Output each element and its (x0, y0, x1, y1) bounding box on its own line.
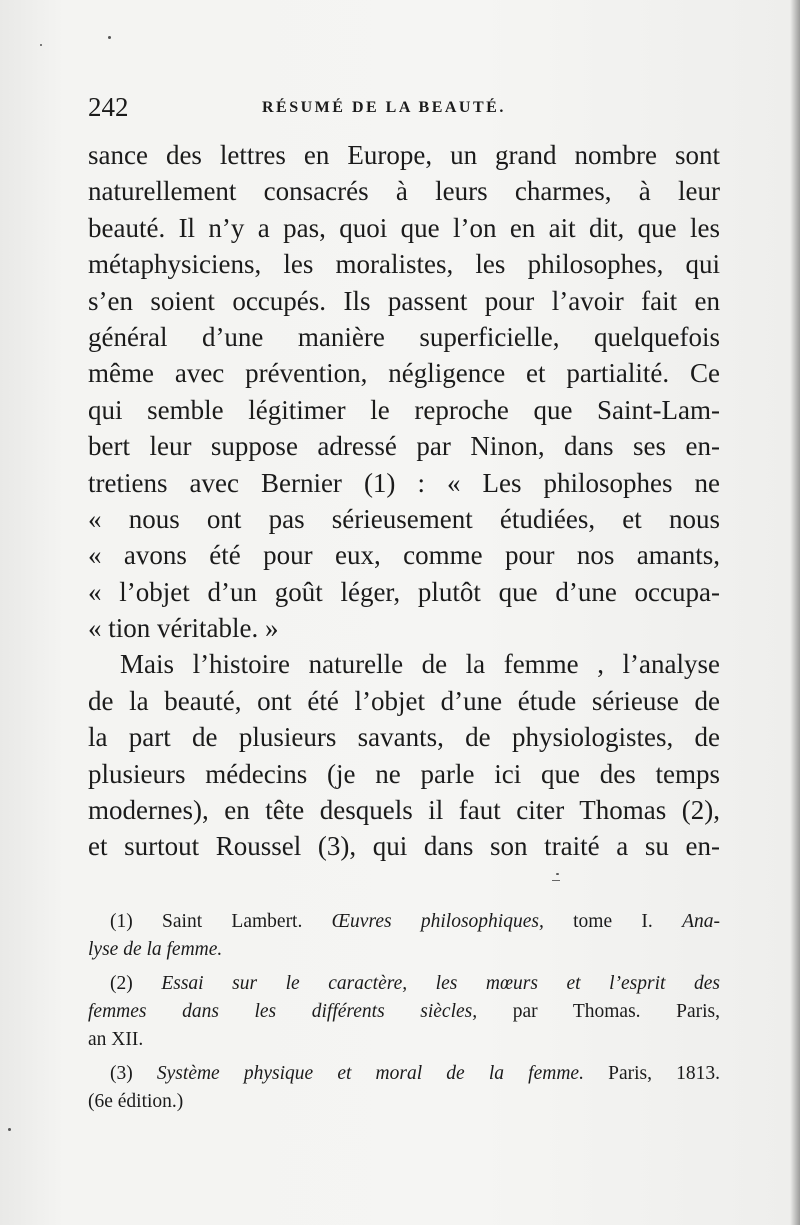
text-line: sance des lettres en Europe, un grand nombre sont (88, 140, 720, 170)
page-header (88, 92, 720, 126)
footnote-title: lyse de la femme. (88, 939, 223, 960)
text-line: s’en soient occupés. Ils passent pour l’avoir fait en (88, 285, 720, 316)
footnote-title: Système physique et moral de la femme. (156, 1063, 584, 1084)
footnote-separator (552, 880, 560, 881)
page-edge-shadow (790, 0, 800, 1225)
text-line: naturellement consacrés à leurs charmes, à leur (88, 176, 720, 207)
footnote-title: Œuvres philosophiques, (331, 911, 544, 932)
footnotes (88, 908, 720, 1116)
footnote-3-cont: (6e édition.) (88, 1091, 184, 1112)
footnote-2-end: an XII. (88, 1029, 144, 1050)
footnote-text: Paris, 1813. (608, 1063, 721, 1084)
footnote-3 (88, 1060, 720, 1088)
footnote-title: Ana- (682, 911, 720, 932)
text-line: plusieurs médecins (je ne parle ici que des temps (88, 758, 720, 789)
footnote-title: Essai sur le caractère, les mœurs et l’esprit des (161, 973, 720, 994)
footnote-2 (88, 970, 720, 998)
footnote-text: par Thomas. Paris, (512, 1001, 720, 1022)
text-line: « l’objet d’un goût léger, plutôt que d’une occupa- (88, 576, 720, 607)
footnote-marker: (2) (110, 973, 133, 994)
paper-speck (8, 1128, 11, 1131)
footnote-2-cont (88, 998, 720, 1026)
text-line: bert leur suppose adressé par Ninon, dans ses en- (88, 431, 720, 462)
text-line: tretiens avec Bernier (1) : « Les philosophes ne (88, 467, 720, 498)
footnote-text: tome I. (573, 911, 653, 932)
paper-speck (40, 44, 42, 46)
text-line: « avons été pour eux, comme pour nos amants, (88, 540, 720, 571)
footnote-author: Saint Lambert. (162, 911, 303, 932)
text-line: même avec prévention, négligence et partialité. Ce (88, 358, 720, 389)
text-line: métaphysiciens, les moralistes, les philosophes, qui (88, 249, 720, 280)
footnote-title: femmes dans les différents siècles, (88, 1001, 478, 1022)
text-line: modernes), en tête desquels il faut citer Thomas (2), (88, 795, 720, 826)
text-line: « tion véritable. » (88, 613, 279, 644)
text-line: beauté. Il n’y a pas, quoi que l’on en ait dit, que les (88, 212, 720, 243)
text-line: la part de plusieurs savants, de physiologistes, de (88, 722, 720, 753)
footnote-1 (88, 908, 720, 936)
footnote-marker: (3) (110, 1063, 133, 1084)
page-number: 242 (88, 92, 129, 122)
footnote-1-cont (88, 936, 720, 964)
text-line: général d’une manière superficielle, quelquefois (88, 321, 720, 352)
text-line: qui semble légitimer le reproche que Saint-Lam- (88, 394, 720, 425)
running-head: RÉSUMÉ DE LA BEAUTÉ. (262, 99, 506, 116)
footnote-marker: (1) (110, 911, 133, 932)
text-line: Mais l’histoire naturelle de la femme , l’analyse (120, 649, 720, 680)
paper-speck (108, 36, 111, 39)
main-text (88, 137, 720, 865)
text-line: « nous ont pas sérieusement étudiées, et nous (88, 503, 720, 534)
text-line: et surtout Roussel (3), qui dans son traité a su en- (88, 831, 720, 862)
text-line: de la beauté, ont été l’objet d’une étude sérieuse de (88, 685, 720, 716)
paper-speck (556, 873, 559, 875)
